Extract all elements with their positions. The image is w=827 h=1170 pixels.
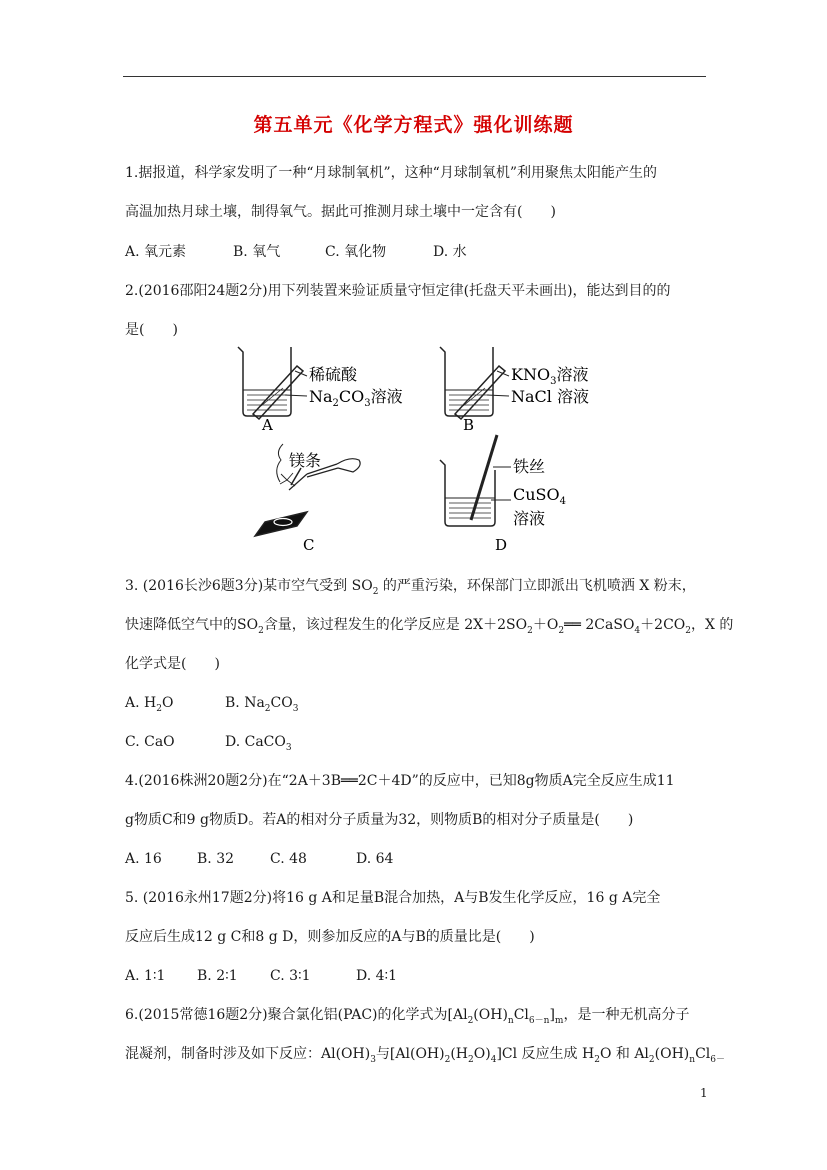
label-b-bottom: NaCl 溶液 <box>511 387 589 406</box>
caption-c: C <box>303 536 315 554</box>
q1-options <box>125 242 467 262</box>
plate-c <box>255 512 307 536</box>
label-d-mid: CuSO$_4$ <box>513 485 566 507</box>
apparatus-svg <box>225 340 625 555</box>
q4-option-c: C. 48 <box>270 851 307 867</box>
caption-d: D <box>495 536 508 554</box>
iron-wire-d <box>471 435 497 520</box>
caption-a: A <box>262 416 273 434</box>
header-rule <box>123 76 706 77</box>
q5-option-d: D. 4∶1 <box>356 968 398 984</box>
q3-line3: 化学式是( ) <box>125 656 220 672</box>
label-a-top: 稀硫酸 <box>309 365 358 384</box>
q4-option-a: A. 16 <box>125 851 162 867</box>
q4-option-b: B. 32 <box>197 851 235 867</box>
label-a-bottom: $Na_2CO_3$溶液 <box>309 387 403 409</box>
q3-options-ab <box>125 693 298 719</box>
q2-line1: 2.(2016邵阳24题2分)用下列装置来验证质量守恒定律(托盘天平未画出)，能达到目的的 <box>125 283 671 299</box>
q3-option-a: A. $H_2O$ <box>125 695 174 714</box>
q6-line2: 混凝剂，制备时涉及如下反应：$Al(OH)_3$与$[Al(OH)_2(H_2O)_4]Cl$ 反应生成 $H_2O$ 和 $Al_2(OH)_nCl_{6-}$ <box>125 1046 725 1065</box>
q4-option-d: D. 64 <box>356 851 394 867</box>
q3-option-c: C. CaO <box>125 734 175 750</box>
q2-line2: 是( ) <box>125 322 178 338</box>
q3-line2: 快速降低空气中的$SO_2$含量，该过程发生的化学反应是 $2X+2SO_2+O_2══$ $2CaSO_4+2CO_2$，X 的 <box>125 617 734 636</box>
page-number: 1 <box>700 1086 708 1100</box>
q5-options <box>125 966 397 986</box>
q5-option-a: A. 1∶1 <box>125 968 166 984</box>
q1-option-a: A. 氧元素 <box>125 244 187 260</box>
label-d-top: 铁丝 <box>513 457 546 476</box>
q1-option-d: D. 水 <box>433 244 467 260</box>
q6-line1: 6.(2015常德16题2分)聚合氯化铝(PAC)的化学式为$[Al_2(OH)_nCl_{6-n}]_m$，是一种无机高分子 <box>125 1007 690 1026</box>
label-d-bottom: 溶液 <box>513 509 546 528</box>
label-b-top: $KNO_3$溶液 <box>511 365 589 387</box>
q4-options <box>125 849 393 869</box>
q1-option-c: C. 氧化物 <box>325 244 387 260</box>
q1-line2: 高温加热月球土壤，制得氧气。据此可推测月球土壤中一定含有( ) <box>125 204 556 220</box>
page-title: 第五单元《化学方程式》强化训练题 <box>253 114 574 136</box>
q1-line1: 1.据报道，科学家发明了一种“月球制氧机”，这种“月球制氧机”利用聚焦太阳能产生的 <box>125 165 657 181</box>
q3-option-d: D. CaCO$_3$ <box>225 734 292 753</box>
label-c: 镁条 <box>289 451 322 470</box>
q5-line2: 反应后生成12 g C和8 g D，则参加反应的A与B的质量比是( ) <box>125 929 535 945</box>
q5-option-c: C. 3∶1 <box>270 968 311 984</box>
q4-line1: 4.(2016株洲20题2分)在“2A＋3B══2C＋4D”的反应中，已知8g物质A完全反应生成11 <box>125 773 675 789</box>
q5-line1: 5. (2016永州17题2分)将16 g A和足量B混合加热，A与B发生化学反应，16 g A完全 <box>125 890 661 906</box>
q3-option-b: B. $Na_2CO_3$ <box>225 695 299 714</box>
hand-c <box>337 459 360 472</box>
apparatus-figure <box>225 340 625 555</box>
caption-b: B <box>463 416 475 434</box>
q1-option-b: B. 氧气 <box>233 244 281 260</box>
q4-line2: g物质C和9 g物质D。若A的相对分子质量为32，则物质B的相对分子质量是( ) <box>125 812 634 828</box>
q5-option-b: B. 2∶1 <box>197 968 238 984</box>
q3-line1: 3. (2016长沙6题3分)某市空气受到 $SO_2$ 的严重污染，环保部门立即派出飞机喷洒 X 粉末， <box>125 578 696 597</box>
q3-options-cd <box>125 732 292 758</box>
